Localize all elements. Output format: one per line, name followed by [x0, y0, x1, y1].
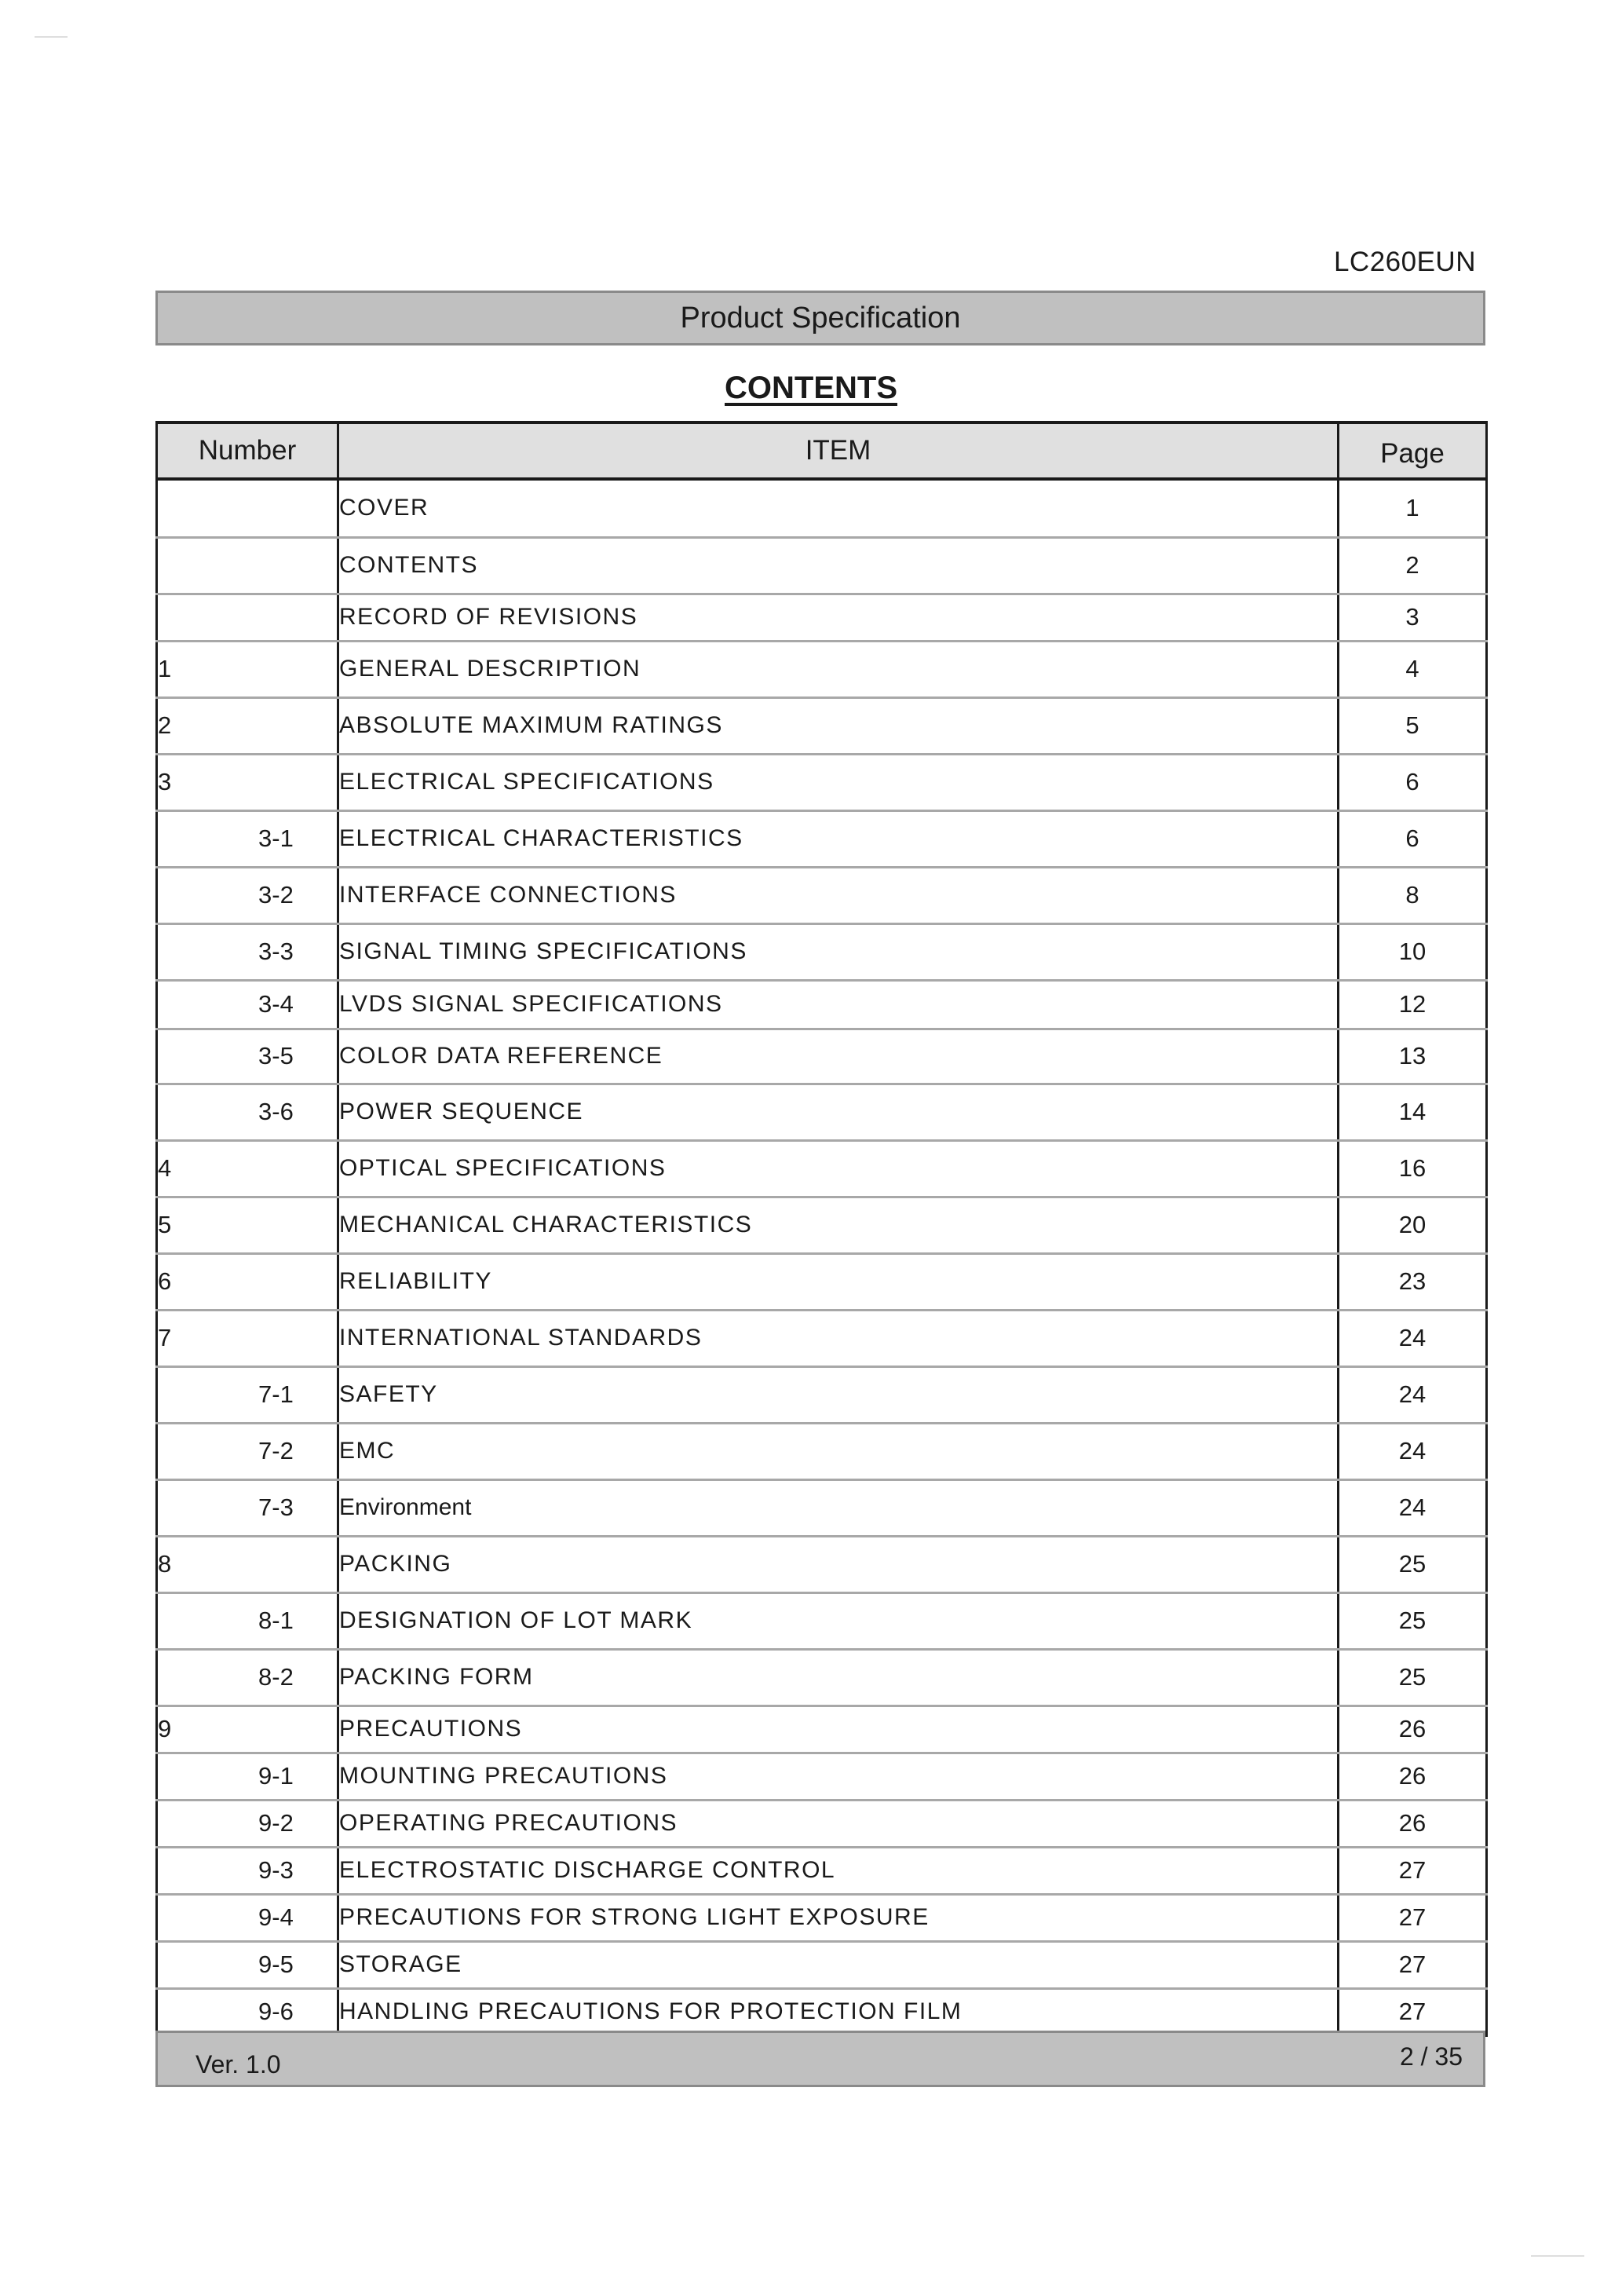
- section-title: MOUNTING PRECAUTIONS: [338, 1753, 1339, 1800]
- table-row: [157, 810, 1487, 867]
- table-row: [157, 1310, 1487, 1366]
- section-number: 9-4: [157, 1894, 338, 1941]
- section-page: 26: [1339, 1753, 1487, 1800]
- section-page: 12: [1339, 980, 1487, 1029]
- section-number: 3-4: [157, 980, 338, 1029]
- table-row: [157, 754, 1487, 810]
- table-row: [157, 1366, 1487, 1423]
- section-page: 27: [1339, 1988, 1487, 2035]
- section-number: 9-3: [157, 1847, 338, 1894]
- section-page: 26: [1339, 1706, 1487, 1753]
- section-number: 9-5: [157, 1941, 338, 1988]
- contents-heading: CONTENTS: [725, 371, 897, 405]
- spec-title: Product Specification: [680, 301, 961, 335]
- table-row: [157, 1847, 1487, 1894]
- section-number: 3-6: [157, 1084, 338, 1140]
- footer-bar: [155, 2031, 1485, 2087]
- section-page: 10: [1339, 923, 1487, 980]
- table-row: [157, 1253, 1487, 1310]
- section-number: 7: [157, 1310, 338, 1366]
- section-title: LVDS SIGNAL SPECIFICATIONS: [338, 980, 1339, 1029]
- section-number: 7-1: [157, 1366, 338, 1423]
- section-title: OPTICAL SPECIFICATIONS: [338, 1140, 1339, 1197]
- table-row: [157, 1941, 1487, 1988]
- section-number: 9-2: [157, 1800, 338, 1847]
- section-page: 6: [1339, 754, 1487, 810]
- table-row: [157, 1706, 1487, 1753]
- section-title: ELECTRICAL SPECIFICATIONS: [338, 754, 1339, 810]
- section-title: PACKING: [338, 1536, 1339, 1592]
- table-row: [157, 479, 1487, 537]
- section-title: INTERFACE CONNECTIONS: [338, 867, 1339, 923]
- column-header-number: Number: [157, 422, 338, 479]
- table-row: [157, 1988, 1487, 2035]
- table-row: [157, 980, 1487, 1029]
- contents-table: [155, 421, 1488, 2037]
- section-page: 4: [1339, 641, 1487, 697]
- table-row: [157, 923, 1487, 980]
- table-row: [157, 594, 1487, 641]
- section-number: 9: [157, 1706, 338, 1753]
- section-number: 9-6: [157, 1988, 338, 2035]
- column-header-item: ITEM: [338, 422, 1339, 479]
- section-page: 8: [1339, 867, 1487, 923]
- section-number: 8-1: [157, 1592, 338, 1649]
- section-number: 2: [157, 697, 338, 754]
- table-row: [157, 1753, 1487, 1800]
- section-title: MECHANICAL CHARACTERISTICS: [338, 1197, 1339, 1253]
- table-row: [157, 1536, 1487, 1592]
- section-number: 3-5: [157, 1029, 338, 1084]
- section-title: POWER SEQUENCE: [338, 1084, 1339, 1140]
- section-page: 16: [1339, 1140, 1487, 1197]
- section-page: 1: [1339, 479, 1487, 537]
- section-title: PRECAUTIONS: [338, 1706, 1339, 1753]
- spec-title-bar: [155, 291, 1485, 345]
- section-page: 13: [1339, 1029, 1487, 1084]
- section-page: 26: [1339, 1800, 1487, 1847]
- section-title: EMC: [338, 1423, 1339, 1479]
- table-row: [157, 867, 1487, 923]
- table-row: [157, 1649, 1487, 1706]
- section-title: HANDLING PRECAUTIONS FOR PROTECTION FILM: [338, 1988, 1339, 2035]
- section-title: STORAGE: [338, 1941, 1339, 1988]
- section-title: RELIABILITY: [338, 1253, 1339, 1310]
- table-row: [157, 1592, 1487, 1649]
- section-title: INTERNATIONAL STANDARDS: [338, 1310, 1339, 1366]
- section-number: 5: [157, 1197, 338, 1253]
- version-label: Ver. 1.0: [195, 2050, 281, 2078]
- section-title: SIGNAL TIMING SPECIFICATIONS: [338, 923, 1339, 980]
- section-title: Environment: [338, 1479, 1339, 1536]
- section-number: [157, 537, 338, 594]
- section-title: OPERATING PRECAUTIONS: [338, 1800, 1339, 1847]
- section-title: DESIGNATION OF LOT MARK: [338, 1592, 1339, 1649]
- section-title: PRECAUTIONS FOR STRONG LIGHT EXPOSURE: [338, 1894, 1339, 1941]
- section-page: 25: [1339, 1649, 1487, 1706]
- section-page: 24: [1339, 1310, 1487, 1366]
- table-row: [157, 1029, 1487, 1084]
- section-page: 3: [1339, 594, 1487, 641]
- section-number: 3: [157, 754, 338, 810]
- section-number: 8-2: [157, 1649, 338, 1706]
- table-row: [157, 1140, 1487, 1197]
- scan-speck: [35, 36, 68, 38]
- table-row: [157, 537, 1487, 594]
- section-page: 20: [1339, 1197, 1487, 1253]
- section-page: 24: [1339, 1423, 1487, 1479]
- table-row: [157, 1800, 1487, 1847]
- section-page: 2: [1339, 537, 1487, 594]
- section-number: 8: [157, 1536, 338, 1592]
- scan-speck: [1531, 2255, 1584, 2257]
- table-row: [157, 641, 1487, 697]
- section-title: PACKING FORM: [338, 1649, 1339, 1706]
- section-page: 27: [1339, 1941, 1487, 1988]
- table-row: [157, 1197, 1487, 1253]
- page-indicator: 2 / 35: [1399, 2042, 1463, 2071]
- section-title: GENERAL DESCRIPTION: [338, 641, 1339, 697]
- section-number: 3-2: [157, 867, 338, 923]
- section-number: 3-1: [157, 810, 338, 867]
- table-row: [157, 1084, 1487, 1140]
- section-title: ELECTROSTATIC DISCHARGE CONTROL: [338, 1847, 1339, 1894]
- table-row: [157, 1894, 1487, 1941]
- section-page: 14: [1339, 1084, 1487, 1140]
- section-page: 24: [1339, 1366, 1487, 1423]
- section-title: ELECTRICAL CHARACTERISTICS: [338, 810, 1339, 867]
- section-page: 6: [1339, 810, 1487, 867]
- section-number: 4: [157, 1140, 338, 1197]
- section-page: 5: [1339, 697, 1487, 754]
- contents-table-body: [157, 479, 1487, 2035]
- section-page: 23: [1339, 1253, 1487, 1310]
- section-page: 25: [1339, 1536, 1487, 1592]
- section-page: 27: [1339, 1894, 1487, 1941]
- table-row: [157, 1479, 1487, 1536]
- column-header-page: Page: [1339, 422, 1487, 479]
- section-title: COLOR DATA REFERENCE: [338, 1029, 1339, 1084]
- section-title: CONTENTS: [338, 537, 1339, 594]
- section-title: COVER: [338, 479, 1339, 537]
- section-number: [157, 479, 338, 537]
- table-row: [157, 697, 1487, 754]
- table-header-row: [157, 422, 1487, 479]
- section-number: [157, 594, 338, 641]
- section-number: 3-3: [157, 923, 338, 980]
- model-number: LC260EUN: [1333, 247, 1476, 277]
- table-row: [157, 1423, 1487, 1479]
- section-title: RECORD OF REVISIONS: [338, 594, 1339, 641]
- section-number: 7-3: [157, 1479, 338, 1536]
- section-title: SAFETY: [338, 1366, 1339, 1423]
- section-number: 9-1: [157, 1753, 338, 1800]
- section-page: 27: [1339, 1847, 1487, 1894]
- section-number: 7-2: [157, 1423, 338, 1479]
- section-number: 6: [157, 1253, 338, 1310]
- section-page: 25: [1339, 1592, 1487, 1649]
- section-page: 24: [1339, 1479, 1487, 1536]
- section-number: 1: [157, 641, 338, 697]
- section-title: ABSOLUTE MAXIMUM RATINGS: [338, 697, 1339, 754]
